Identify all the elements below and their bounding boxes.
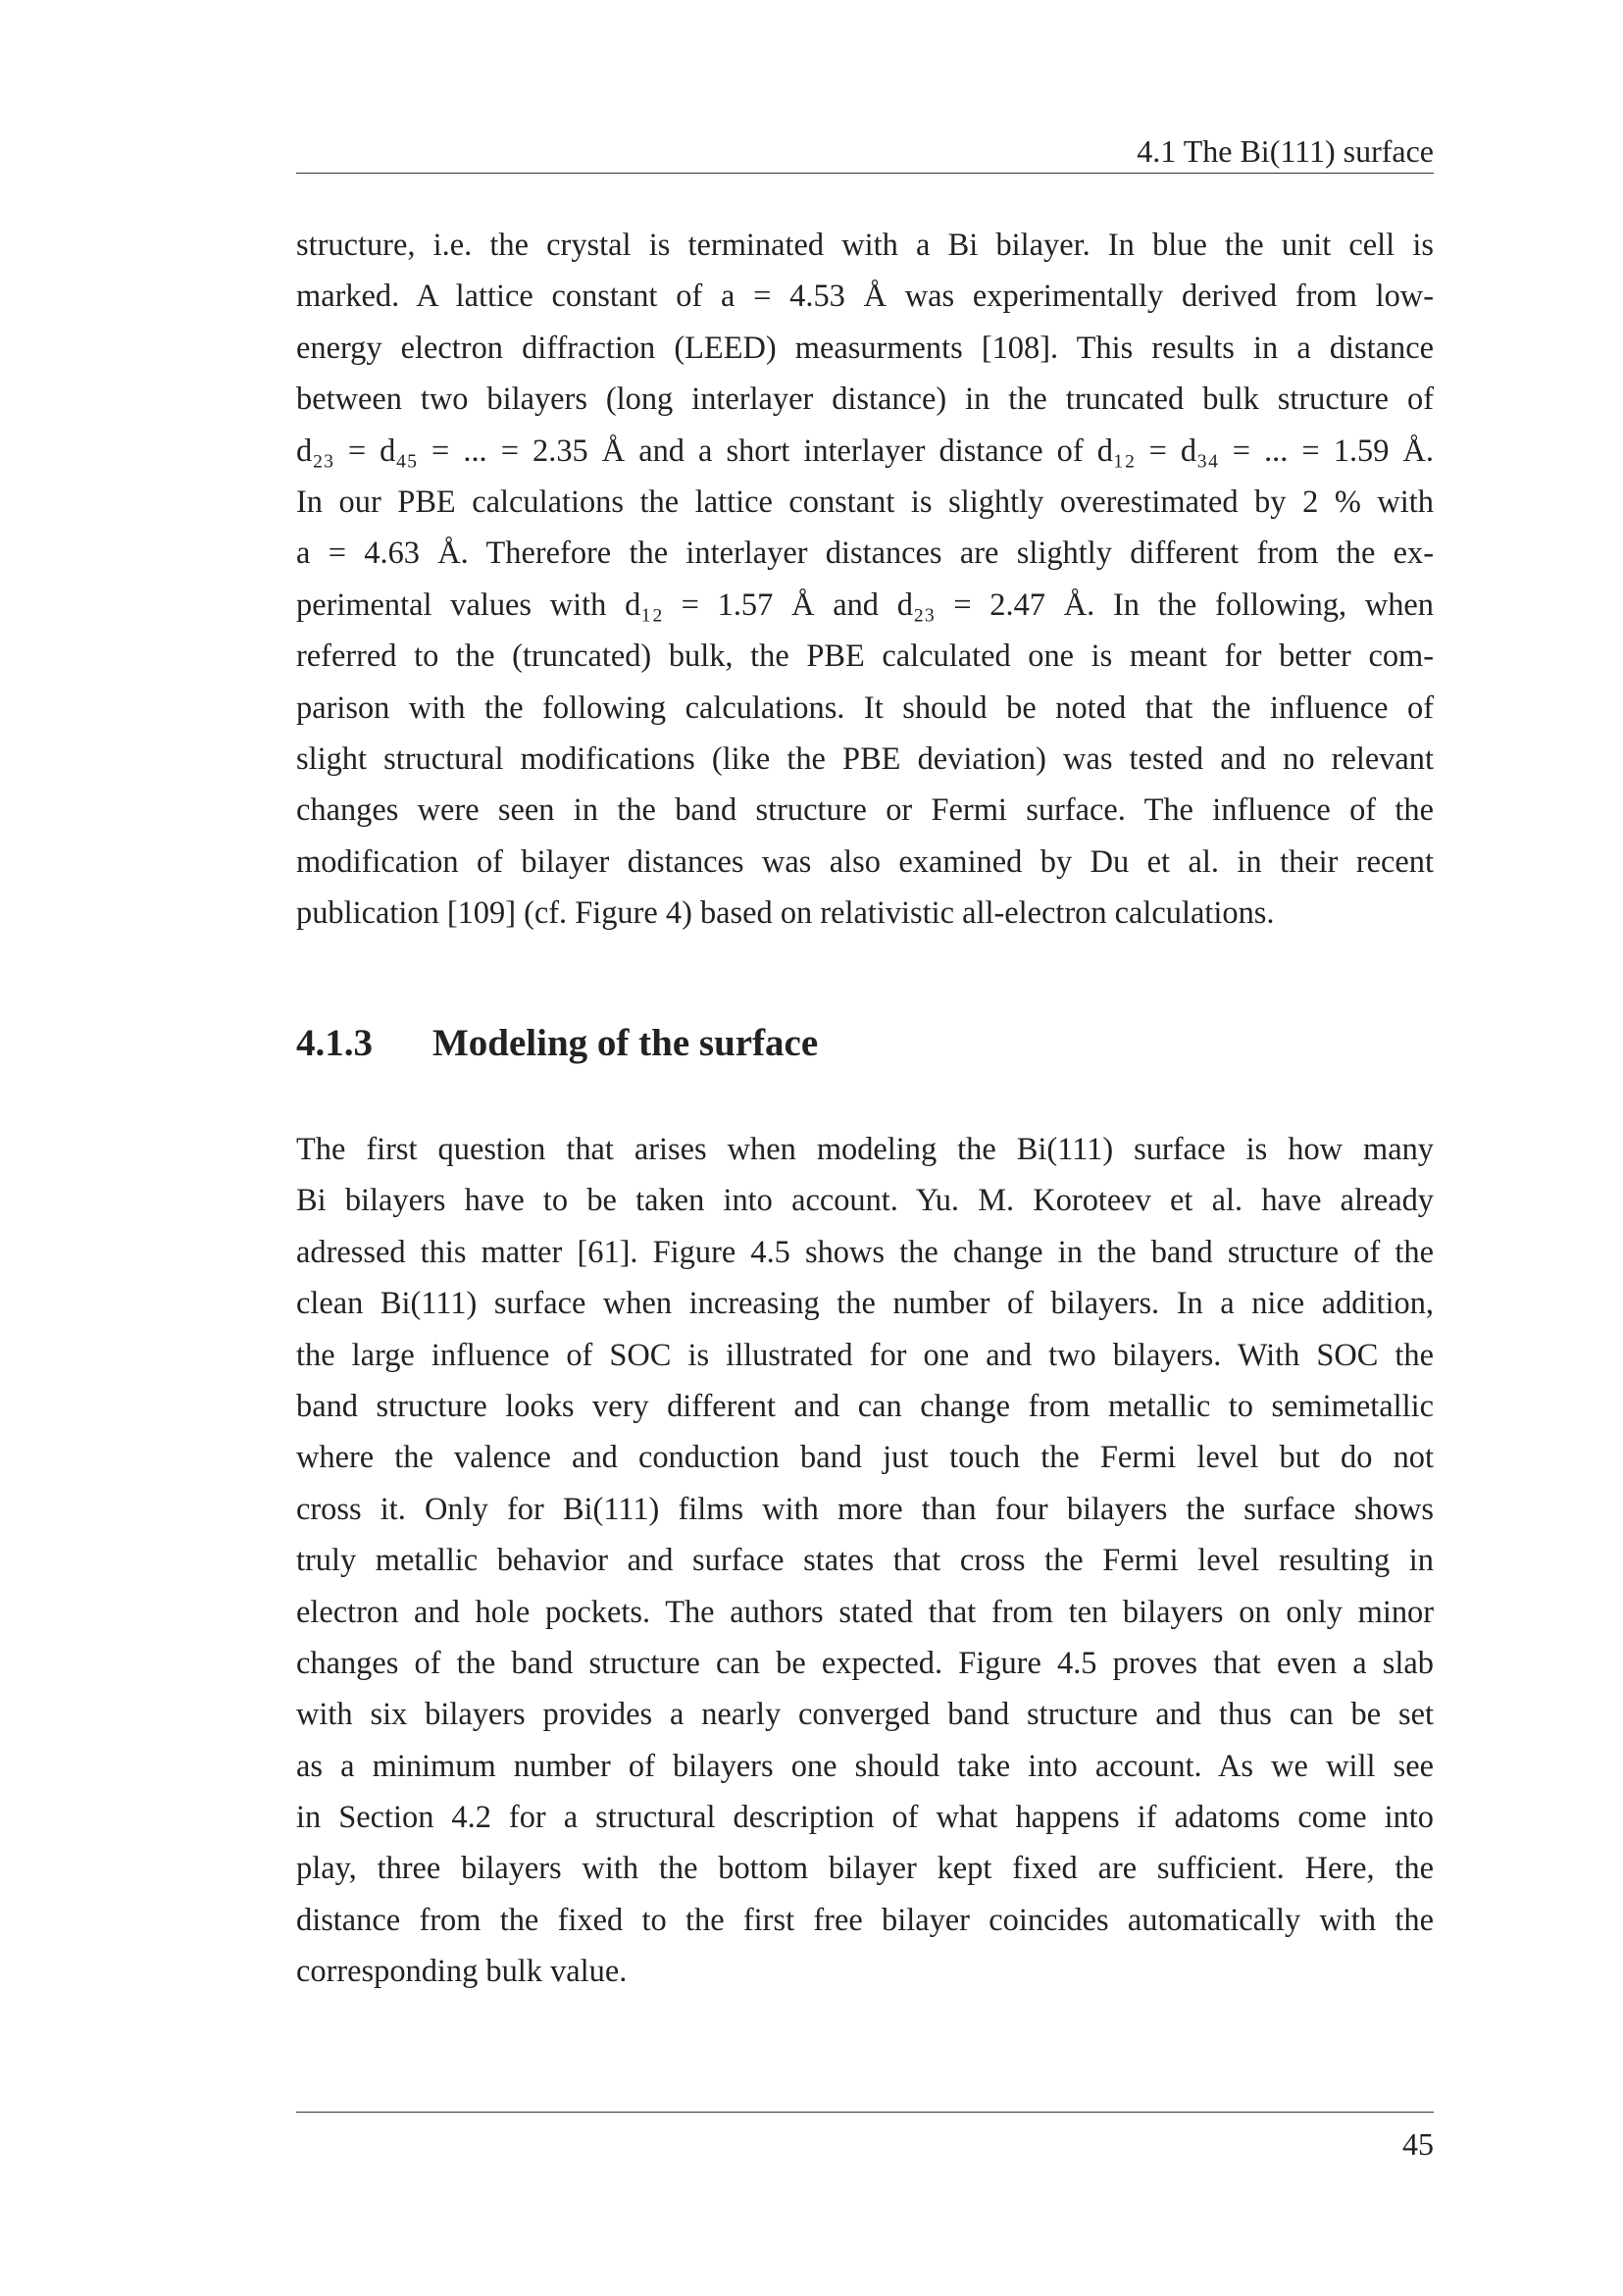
text-line: adressed this matter [61]. Figure 4.5 shows the change in the band structure of the <box>296 1234 1434 1270</box>
text-line: corresponding bulk value. <box>296 1954 628 1990</box>
text-line: a = 4.63 Å. Therefore the interlayer distances are slightly different from the ex- <box>296 536 1434 572</box>
text-line: the large influence of SOC is illustrated for one and two bilayers. With SOC the <box>296 1337 1434 1373</box>
body-paragraph-2 <box>296 1124 1434 1998</box>
text-line: parison with the following calculations. It should be noted that the influence of <box>296 689 1434 726</box>
text-line: distance from the fixed to the first free bilayer coincides automatically with the <box>296 1902 1434 1938</box>
text-line: In our PBE calculations the lattice constant is slightly overestimated by 2 % with <box>296 484 1434 520</box>
text-line: between two bilayers (long interlayer distance) in the truncated bulk structure of <box>296 382 1434 418</box>
text-line: clean Bi(111) surface when increasing the number of bilayers. In a nice addition, <box>296 1286 1434 1322</box>
text-line: where the valence and conduction band just touch the Fermi level but do not <box>296 1440 1434 1476</box>
text-line: energy electron diffraction (LEED) measurments [108]. This results in a distance <box>296 330 1434 366</box>
text-line: truly metallic behavior and surface states that cross the Fermi level resulting in <box>296 1543 1434 1579</box>
text-line: as a minimum number of bilayers one should take into account. As we will see <box>296 1748 1434 1784</box>
text-line: in Section 4.2 for a structural description of what happens if adatoms come into <box>296 1800 1434 1836</box>
header-rule <box>296 173 1434 174</box>
text-line: with six bilayers provides a nearly converged band structure and thus can be set <box>296 1697 1434 1733</box>
body-paragraph-1 <box>296 220 1434 939</box>
text-line: play, three bilayers with the bottom bilayer kept fixed are sufficient. Here, the <box>296 1851 1434 1887</box>
text-line: electron and hole pockets. The authors stated that from ten bilayers on only minor <box>296 1594 1434 1630</box>
text-line: Bi bilayers have to be taken into account. Yu. M. Koroteev et al. have already <box>296 1183 1434 1219</box>
text-line: publication [109] (cf. Figure 4) based on relativistic all-electron calculations. <box>296 895 1275 932</box>
text-line: structure, i.e. the crystal is terminated with a Bi bilayer. In blue the unit cell is <box>296 228 1434 263</box>
text-line: d₂₃ = d₄₅ = ... = 2.35 Å and a short interlayer distance of d₁₂ = d₃₄ = ... = 1.59 Å. <box>296 433 1434 469</box>
page-number: 45 <box>1402 2126 1434 2162</box>
text-line: cross it. Only for Bi(111) films with more than four bilayers the surface shows <box>296 1491 1434 1527</box>
section-heading <box>296 1020 818 1067</box>
text-line: modification of bilayer distances was also examined by Du et al. in their recent <box>296 843 1434 880</box>
text-line: changes of the band structure can be expected. Figure 4.5 proves that even a slab <box>296 1645 1434 1681</box>
text-line: changes were seen in the band structure or Fermi surface. The influence of the <box>296 792 1434 829</box>
section-title: Modeling of the surface <box>432 1022 819 1064</box>
text-line: band structure looks very different and can change from metallic to semimetallic <box>296 1388 1434 1424</box>
text-line: marked. A lattice constant of a = 4.53 Å was experimentally derived from low- <box>296 279 1434 315</box>
text-line: perimental values with d₁₂ = 1.57 Å and d₂₃ = 2.47 Å. In the following, when <box>296 587 1434 623</box>
text-line: slight structural modifications (like the PBE deviation) was tested and no relevant <box>296 740 1434 777</box>
running-header: 4.1 The Bi(111) surface <box>1137 133 1434 169</box>
footer-rule <box>296 2112 1434 2113</box>
text-line: The first question that arises when modeling the Bi(111) surface is how many <box>296 1132 1434 1167</box>
section-number: 4.1.3 <box>296 1022 373 1064</box>
text-line: referred to the (truncated) bulk, the PBE calculated one is meant for better com- <box>296 638 1434 675</box>
